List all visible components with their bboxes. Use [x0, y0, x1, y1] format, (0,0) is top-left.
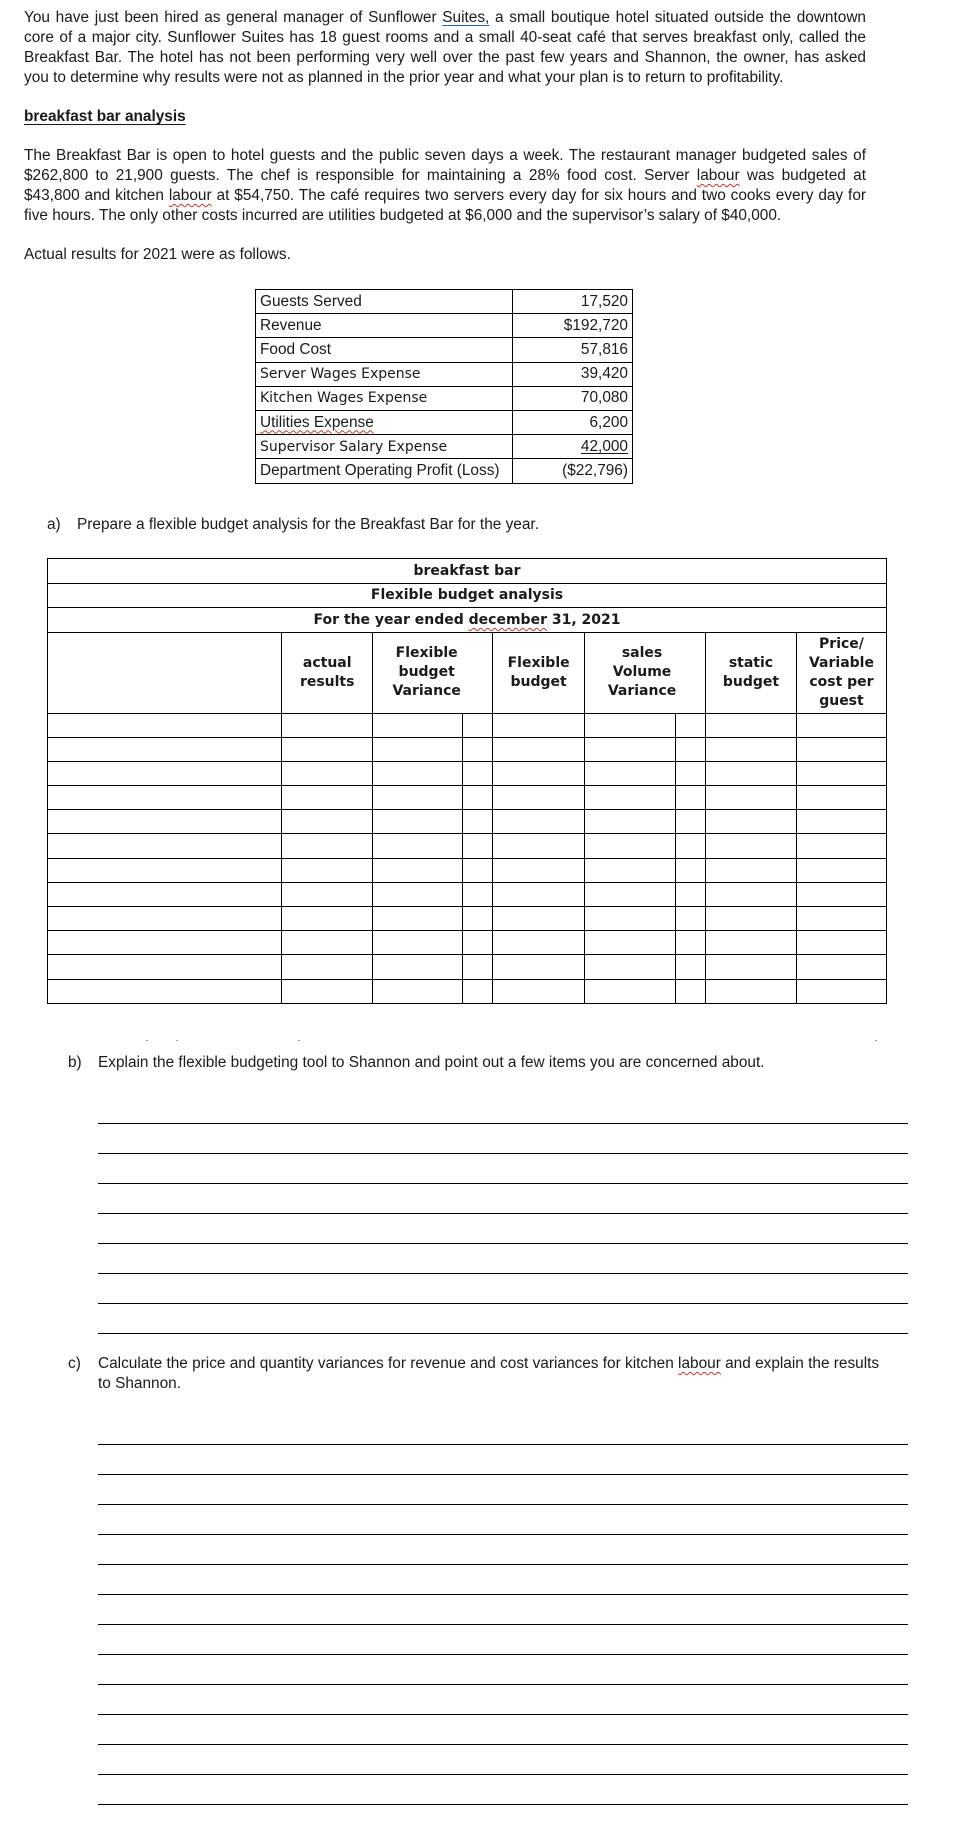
blank-cell[interactable] — [796, 713, 886, 737]
table-row — [48, 786, 887, 810]
table-row — [48, 858, 887, 882]
blank-cell[interactable] — [493, 786, 585, 810]
answer-line[interactable] — [98, 1333, 908, 1334]
header-flexible-budget-variance: Flexible budget Variance — [373, 632, 493, 713]
answer-line[interactable] — [98, 1534, 908, 1535]
period-text-2: 31, 2021 — [546, 611, 621, 628]
blank-cell[interactable] — [585, 713, 676, 737]
blank-cell[interactable] — [493, 882, 585, 906]
answer-line[interactable] — [98, 1123, 908, 1124]
blank-cell[interactable] — [676, 761, 706, 785]
blank-cell[interactable] — [282, 907, 373, 931]
blank-cell[interactable] — [282, 737, 373, 761]
answer-line[interactable] — [98, 1273, 908, 1274]
blank-cell[interactable] — [585, 761, 676, 785]
blank-cell[interactable] — [676, 834, 706, 858]
answer-line[interactable] — [98, 1153, 908, 1154]
table-row — [48, 834, 887, 858]
blank-cell[interactable] — [493, 713, 585, 737]
blank-cell[interactable] — [373, 955, 463, 979]
row-label: Supervisor Salary Expense — [256, 435, 513, 459]
labour-word: labour — [168, 187, 212, 204]
blank-cell[interactable] — [463, 907, 493, 931]
actual-results-table — [255, 289, 633, 484]
description-text-1: The Breakfast Bar is open to hotel guests and the public seven days a week. The restaurant manager budgeted sales of $262,800 to 21,900 guests. The chef is responsible for maintaining a 28% food cost. Server — [24, 147, 866, 184]
blank-cell[interactable] — [796, 931, 886, 955]
blank-cell[interactable] — [705, 713, 796, 737]
blank-cell[interactable] — [373, 834, 463, 858]
row-value: 70,080 — [513, 386, 633, 410]
period-text-1: For the year ended — [313, 611, 469, 628]
header-blank — [48, 632, 282, 713]
blank-cell[interactable] — [585, 858, 676, 882]
answer-line[interactable] — [98, 1444, 908, 1445]
blank-cell[interactable] — [282, 882, 373, 906]
blank-cell[interactable] — [493, 931, 585, 955]
scan-mark — [146, 1040, 148, 1041]
blank-cell[interactable] — [48, 786, 282, 810]
answer-line[interactable] — [98, 1183, 908, 1184]
blank-cell[interactable] — [48, 810, 282, 834]
table-row — [48, 713, 887, 737]
table-row — [256, 459, 633, 483]
answer-line[interactable] — [98, 1774, 908, 1775]
intro-paragraph — [24, 8, 866, 88]
blank-cell[interactable] — [585, 979, 676, 1003]
blank-cell[interactable] — [585, 882, 676, 906]
table-row — [256, 338, 633, 362]
table-row — [48, 907, 887, 931]
blank-cell[interactable] — [585, 737, 676, 761]
blank-cell[interactable] — [705, 882, 796, 906]
table-row — [256, 314, 633, 338]
blank-cell[interactable] — [463, 834, 493, 858]
blank-cell[interactable] — [373, 931, 463, 955]
table-row — [48, 979, 887, 1003]
row-label: Department Operating Profit (Loss) — [256, 459, 513, 483]
blank-cell[interactable] — [796, 786, 886, 810]
blank-cell[interactable] — [463, 713, 493, 737]
table-row — [48, 761, 887, 785]
answer-line[interactable] — [98, 1213, 908, 1214]
blank-cell[interactable] — [463, 761, 493, 785]
blank-cell[interactable] — [48, 858, 282, 882]
blank-cell[interactable] — [463, 810, 493, 834]
blank-cell[interactable] — [48, 761, 282, 785]
table-title-row — [48, 583, 887, 608]
answer-line[interactable] — [98, 1564, 908, 1565]
answer-line[interactable] — [98, 1684, 908, 1685]
description-text-3: at $54,750. The café requires two servers every day for six hours and two cooks every day for five hours. The only other costs incurred are utilities budgeted at $6,000 and the supervisor’s salary of $40,000. — [24, 187, 866, 224]
description-text-2: was budgeted at $43,800 and kitchen — [24, 167, 866, 204]
blank-cell[interactable] — [493, 858, 585, 882]
blank-cell[interactable] — [705, 931, 796, 955]
table-period — [48, 608, 887, 633]
blank-cell[interactable] — [373, 979, 463, 1003]
description-paragraph — [24, 146, 866, 226]
blank-cell[interactable] — [463, 786, 493, 810]
blank-cell[interactable] — [493, 979, 585, 1003]
table-title-row — [48, 608, 887, 633]
table-row — [256, 386, 633, 410]
question-text: Prepare a flexible budget analysis for the Breakfast Bar for the year. — [77, 516, 539, 533]
blank-cell[interactable] — [373, 882, 463, 906]
table-title: breakfast bar — [48, 559, 887, 584]
header-flexible-budget: Flexible budget — [493, 632, 585, 713]
blank-cell[interactable] — [282, 979, 373, 1003]
section-heading: breakfast bar analysis — [24, 108, 186, 125]
blank-cell[interactable] — [676, 713, 706, 737]
labour-word: labour — [678, 1355, 721, 1372]
blank-cell[interactable] — [493, 737, 585, 761]
row-value: $192,720 — [513, 314, 633, 338]
header-sales-volume-variance: sales Volume Variance — [585, 632, 706, 713]
blank-cell[interactable] — [373, 737, 463, 761]
blank-cell[interactable] — [705, 979, 796, 1003]
header-price-per-guest: Price/ Variable cost per guest — [796, 632, 886, 713]
question-c — [68, 1354, 888, 1394]
blank-cell[interactable] — [705, 737, 796, 761]
table-body — [48, 713, 887, 1003]
question-text-2: and explain the results to Shannon. — [98, 1355, 880, 1392]
answer-line[interactable] — [98, 1474, 908, 1475]
blank-cell[interactable] — [585, 786, 676, 810]
row-label: Server Wages Expense — [256, 362, 513, 386]
blank-cell[interactable] — [676, 882, 706, 906]
table-row — [256, 290, 633, 314]
blank-cell[interactable] — [48, 737, 282, 761]
blank-cell[interactable] — [796, 907, 886, 931]
blank-cell[interactable] — [282, 713, 373, 737]
answer-line[interactable] — [98, 1744, 908, 1745]
blank-cell[interactable] — [493, 761, 585, 785]
row-label: Kitchen Wages Expense — [256, 386, 513, 410]
table-row — [48, 931, 887, 955]
blank-cell[interactable] — [676, 737, 706, 761]
blank-cell[interactable] — [676, 786, 706, 810]
actual-intro-text: Actual results for 2021 were as follows. — [24, 246, 291, 263]
row-label: Food Cost — [256, 338, 513, 362]
blank-cell[interactable] — [705, 761, 796, 785]
blank-cell[interactable] — [796, 882, 886, 906]
answer-line[interactable] — [98, 1303, 908, 1304]
blank-cell[interactable] — [282, 834, 373, 858]
blank-cell[interactable] — [493, 834, 585, 858]
question-text — [98, 1354, 888, 1394]
suites-word: Suites, — [442, 9, 490, 26]
row-value: 39,420 — [513, 362, 633, 386]
question-label: c) — [68, 1355, 81, 1372]
blank-cell[interactable] — [282, 761, 373, 785]
blank-cell[interactable] — [705, 907, 796, 931]
row-value: 6,200 — [513, 410, 633, 434]
blank-cell[interactable] — [463, 882, 493, 906]
blank-cell[interactable] — [463, 979, 493, 1003]
blank-cell[interactable] — [676, 858, 706, 882]
header-static-budget: static budget — [705, 632, 796, 713]
blank-cell[interactable] — [493, 955, 585, 979]
blank-cell[interactable] — [585, 810, 676, 834]
table-row — [48, 882, 887, 906]
blank-cell[interactable] — [463, 931, 493, 955]
table-row — [256, 435, 633, 459]
blank-cell[interactable] — [282, 955, 373, 979]
column-header-row — [48, 632, 887, 713]
blank-cell[interactable] — [676, 907, 706, 931]
utilities-label: Utilities Expense — [260, 413, 374, 431]
blank-cell[interactable] — [48, 979, 282, 1003]
blank-cell[interactable] — [48, 955, 282, 979]
blank-cell[interactable] — [705, 786, 796, 810]
december-word: december — [468, 611, 547, 628]
blank-cell[interactable] — [585, 907, 676, 931]
blank-cell[interactable] — [282, 786, 373, 810]
answer-line[interactable] — [98, 1624, 908, 1625]
table-row — [256, 362, 633, 386]
answer-line[interactable] — [98, 1594, 908, 1595]
header-actual-results: actual results — [282, 632, 373, 713]
question-text: Explain the flexible budgeting tool to Shannon and point out a few items you are concerned about. — [98, 1054, 765, 1071]
answer-line[interactable] — [98, 1804, 908, 1805]
blank-cell[interactable] — [373, 858, 463, 882]
question-label: a) — [47, 516, 61, 533]
scan-mark — [176, 1040, 178, 1041]
row-value: 57,816 — [513, 338, 633, 362]
blank-cell[interactable] — [373, 907, 463, 931]
blank-cell[interactable] — [796, 810, 886, 834]
row-value: ($22,796) — [513, 459, 633, 483]
blank-cell[interactable] — [705, 810, 796, 834]
blank-cell[interactable] — [796, 858, 886, 882]
question-label: b) — [68, 1054, 82, 1071]
blank-cell[interactable] — [493, 810, 585, 834]
blank-cell[interactable] — [282, 931, 373, 955]
blank-cell[interactable] — [373, 713, 463, 737]
blank-cell[interactable] — [48, 907, 282, 931]
blank-cell[interactable] — [373, 786, 463, 810]
blank-cell[interactable] — [282, 810, 373, 834]
row-label: Revenue — [256, 314, 513, 338]
blank-cell[interactable] — [705, 955, 796, 979]
blank-cell[interactable] — [282, 858, 373, 882]
blank-cell[interactable] — [585, 955, 676, 979]
blank-cell[interactable] — [676, 931, 706, 955]
supervisor-value: 42,000 — [580, 437, 628, 455]
question-a — [47, 516, 539, 534]
table-row — [48, 955, 887, 979]
blank-cell[interactable] — [463, 737, 493, 761]
answer-line[interactable] — [98, 1654, 908, 1655]
blank-cell[interactable] — [705, 834, 796, 858]
blank-cell[interactable] — [493, 907, 585, 931]
blank-cell[interactable] — [585, 931, 676, 955]
table-title-row — [48, 559, 887, 584]
scan-mark — [298, 1040, 300, 1041]
blank-cell[interactable] — [48, 882, 282, 906]
row-label: Guests Served — [256, 290, 513, 314]
table-row — [48, 810, 887, 834]
flexible-budget-table — [47, 558, 887, 1004]
table-subtitle: Flexible budget analysis — [48, 583, 887, 608]
blank-cell[interactable] — [676, 979, 706, 1003]
blank-cell[interactable] — [48, 834, 282, 858]
blank-cell[interactable] — [463, 858, 493, 882]
blank-cell[interactable] — [676, 955, 706, 979]
blank-cell[interactable] — [796, 761, 886, 785]
question-b — [68, 1054, 765, 1072]
blank-cell[interactable] — [676, 810, 706, 834]
labour-word: labour — [696, 167, 740, 184]
answer-line[interactable] — [98, 1243, 908, 1244]
blank-cell[interactable] — [796, 979, 886, 1003]
answer-line[interactable] — [98, 1714, 908, 1715]
blank-cell[interactable] — [585, 834, 676, 858]
row-value: 17,520 — [513, 290, 633, 314]
blank-cell[interactable] — [705, 858, 796, 882]
intro-text-2: a small boutique hotel situated outside the downtown core of a major city. Sunflower Suites has 18 guest rooms and a small 40-seat café that serves breakfast only, called the Breakfast Bar. The hotel has not been performing very well over the past few years and Shannon, the owner, has asked you to determine why results were not as planned in the prior year and what your plan is to return to profitability. — [24, 9, 866, 86]
blank-cell[interactable] — [373, 810, 463, 834]
question-text-1: Calculate the price and quantity variances for revenue and cost variances for kitchen — [98, 1355, 679, 1372]
blank-cell[interactable] — [48, 713, 282, 737]
blank-cell[interactable] — [796, 955, 886, 979]
blank-cell[interactable] — [796, 737, 886, 761]
scan-mark — [875, 1040, 877, 1041]
answer-line[interactable] — [98, 1504, 908, 1505]
table-row — [256, 410, 633, 434]
blank-cell[interactable] — [48, 931, 282, 955]
table-row — [48, 737, 887, 761]
row-label — [256, 410, 513, 434]
blank-cell[interactable] — [796, 834, 886, 858]
blank-cell[interactable] — [373, 761, 463, 785]
intro-text-1: You have just been hired as general manager of Sunflower — [24, 9, 443, 26]
blank-cell[interactable] — [463, 955, 493, 979]
row-value — [513, 435, 633, 459]
